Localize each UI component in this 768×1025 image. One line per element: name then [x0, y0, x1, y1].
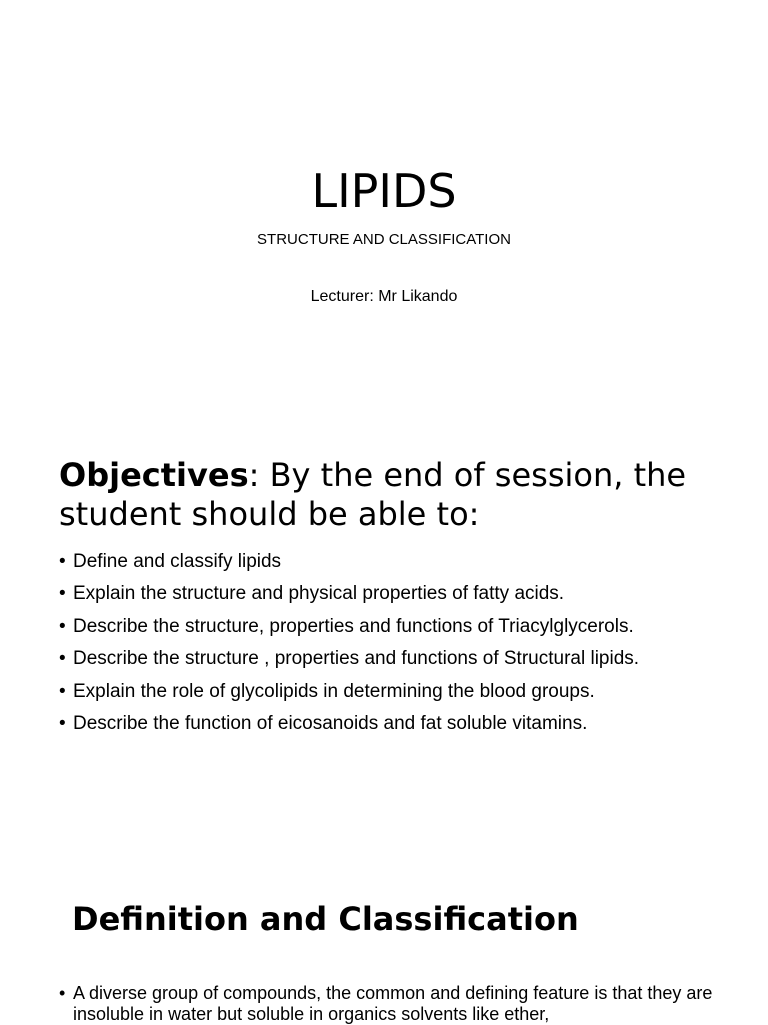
bullet-icon: • [59, 551, 66, 572]
objectives-list [59, 546, 759, 740]
definition-slide [0, 880, 768, 1024]
objectives-heading [59, 456, 749, 534]
objectives-heading-bold: Objectives [59, 456, 249, 494]
list-item [59, 676, 759, 708]
objectives-heading-rest: : By the end of session, the student should be able to: [59, 456, 687, 533]
slide-title: LIPIDS [311, 164, 457, 218]
title-slide [0, 0, 768, 420]
bullet-icon: • [59, 648, 66, 670]
bullet-icon: • [59, 615, 66, 637]
list-item [59, 708, 759, 740]
list-item-text: Explain the role of glycolipids in determining the blood groups. [73, 680, 595, 702]
bullet-icon: • [59, 680, 66, 702]
definition-text-content: A diverse group of compounds, the common and defining feature is that they are insoluble in water but soluble in organics solvents like ether, [73, 983, 713, 1024]
list-item [59, 643, 759, 675]
definition-heading: Definition and Classification [72, 900, 579, 938]
definition-text [59, 983, 733, 1025]
bullet-icon: • [59, 983, 66, 1003]
bullet-icon: • [59, 583, 66, 605]
list-item [59, 546, 759, 578]
list-item-text: Describe the structure , properties and functions of Structural lipids. [73, 648, 640, 670]
list-item-text: Explain the structure and physical properties of fatty acids. [73, 583, 565, 605]
list-item-text: Describe the structure, properties and functions of Triacylglycerols. [73, 615, 634, 637]
list-item-text: Describe the function of eicosanoids and fat soluble vitamins. [73, 713, 588, 735]
list-item [59, 611, 759, 643]
lecturer-name: Lecturer: Mr Likando [310, 288, 458, 305]
list-item [59, 578, 759, 610]
slide-subtitle: STRUCTURE AND CLASSIFICATION [257, 231, 511, 248]
objectives-slide [0, 452, 768, 782]
list-item-text: Define and classify lipids [73, 551, 282, 572]
bullet-icon: • [59, 713, 66, 735]
